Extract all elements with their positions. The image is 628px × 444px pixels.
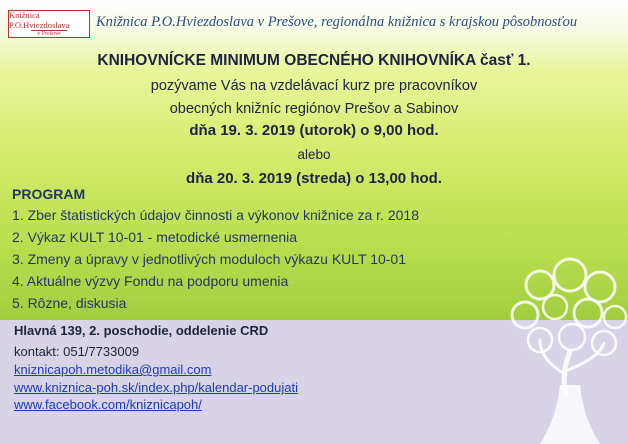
event-date-2: dňa 20. 3. 2019 (streda) o 13,00 hod. — [186, 170, 442, 187]
invitation-line-1: pozývame Vás na vzdelávací kurz pre pracovníkov — [150, 78, 478, 94]
library-name: Knižnica P.O.Hviezdoslava v Prešove, regionálna knižnica s krajskou pôsobnosťou — [96, 14, 578, 30]
program-heading: PROGRAM — [12, 186, 86, 202]
email-link[interactable]: kniznicapoh.metodika@gmail.com — [14, 362, 212, 377]
program-item: 2. Výkaz KULT 10-01 - metodické usmernenia — [12, 229, 298, 245]
facebook-link[interactable]: www.facebook.com/kniznicapoh/ — [14, 397, 202, 412]
program-item: 3. Zmeny a úpravy v jednotlivých moduloch výkazu KULT 10-01 — [12, 251, 407, 267]
library-logo — [8, 10, 90, 38]
logo-subtext: v Prešove — [31, 30, 67, 38]
logo-text: Knižnica P.O.Hviezdoslava — [9, 10, 70, 30]
address: Hlavná 139, 2. poschodie, oddelenie CRD — [14, 323, 269, 338]
event-date-1: dňa 19. 3. 2019 (utorok) o 9,00 hod. — [189, 122, 439, 139]
or-separator: alebo — [297, 147, 331, 162]
program-list — [12, 205, 419, 315]
invitation-line-2: obecných knižníc regiónov Prešov a Sabinov — [169, 101, 459, 117]
program-item: 5. Rôzne, diskusia — [12, 295, 127, 311]
program-item: 4. Aktuálne výzvy Fondu na podporu umenia — [12, 273, 289, 289]
course-title: KNIHOVNÍCKE MINIMUM OBECNÉHO KNIHOVNÍKA časť 1. — [97, 52, 531, 69]
top-strip — [0, 0, 628, 6]
website-link[interactable]: www.kniznica-poh.sk/index.php/kalendar-podujati — [14, 380, 298, 395]
program-item: 1. Zber štatistických údajov činnosti a výkonov knižnice za r. 2018 — [12, 207, 419, 223]
tree-illustration — [500, 255, 628, 444]
phone: kontakt: 051/7733009 — [14, 344, 140, 359]
